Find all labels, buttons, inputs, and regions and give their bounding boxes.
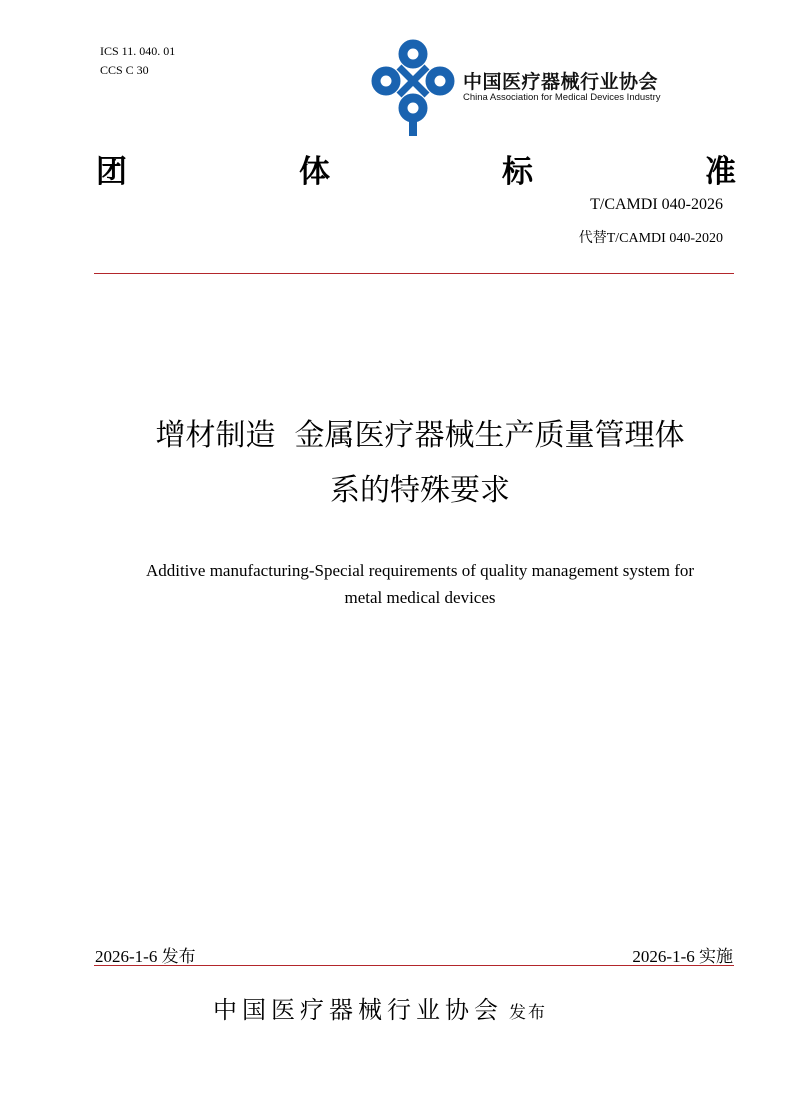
title-en-line-2: metal medical devices [344, 588, 496, 607]
association-name-cn: 中国医疗器械行业协会 [463, 71, 659, 93]
document-title-en [100, 557, 740, 611]
bottom-divider [94, 965, 734, 966]
implement-date: 2026-1-6 实施 [632, 947, 733, 966]
publish-date: 2026-1-6 发布 [95, 947, 196, 966]
publisher-suffix: 发布 [509, 1003, 547, 1023]
document-title-cn [60, 408, 780, 518]
chinese-knot-logo-icon [368, 38, 458, 138]
association-name-en: China Association for Medical Devices Industry [463, 92, 661, 103]
title-cn-line-1: 增材制造 金属医疗器械生产质量管理体 [155, 418, 685, 453]
ics-code: ICS 11. 040. 01 [100, 44, 176, 58]
ccs-code: CCS C 30 [100, 63, 149, 77]
classification-codes [100, 42, 175, 80]
standard-type-char: 标 [502, 154, 533, 190]
standard-type-heading [96, 146, 736, 190]
publisher-name: 中国医疗器械行业协会 [213, 996, 503, 1024]
top-divider [94, 273, 734, 274]
replaces-standard: 代替T/CAMDI 040-2020 [578, 231, 723, 246]
publisher-line [213, 990, 547, 1025]
standard-type-char: 团 [96, 154, 127, 190]
title-en-line-1: Additive manufacturing-Special requirements of quality management system for [145, 561, 695, 580]
standard-number: T/CAMDI 040-2026 [590, 196, 723, 213]
title-cn-line-2: 系的特殊要求 [330, 473, 510, 508]
standard-type-char: 体 [299, 154, 330, 190]
standard-type-char: 准 [705, 154, 736, 190]
